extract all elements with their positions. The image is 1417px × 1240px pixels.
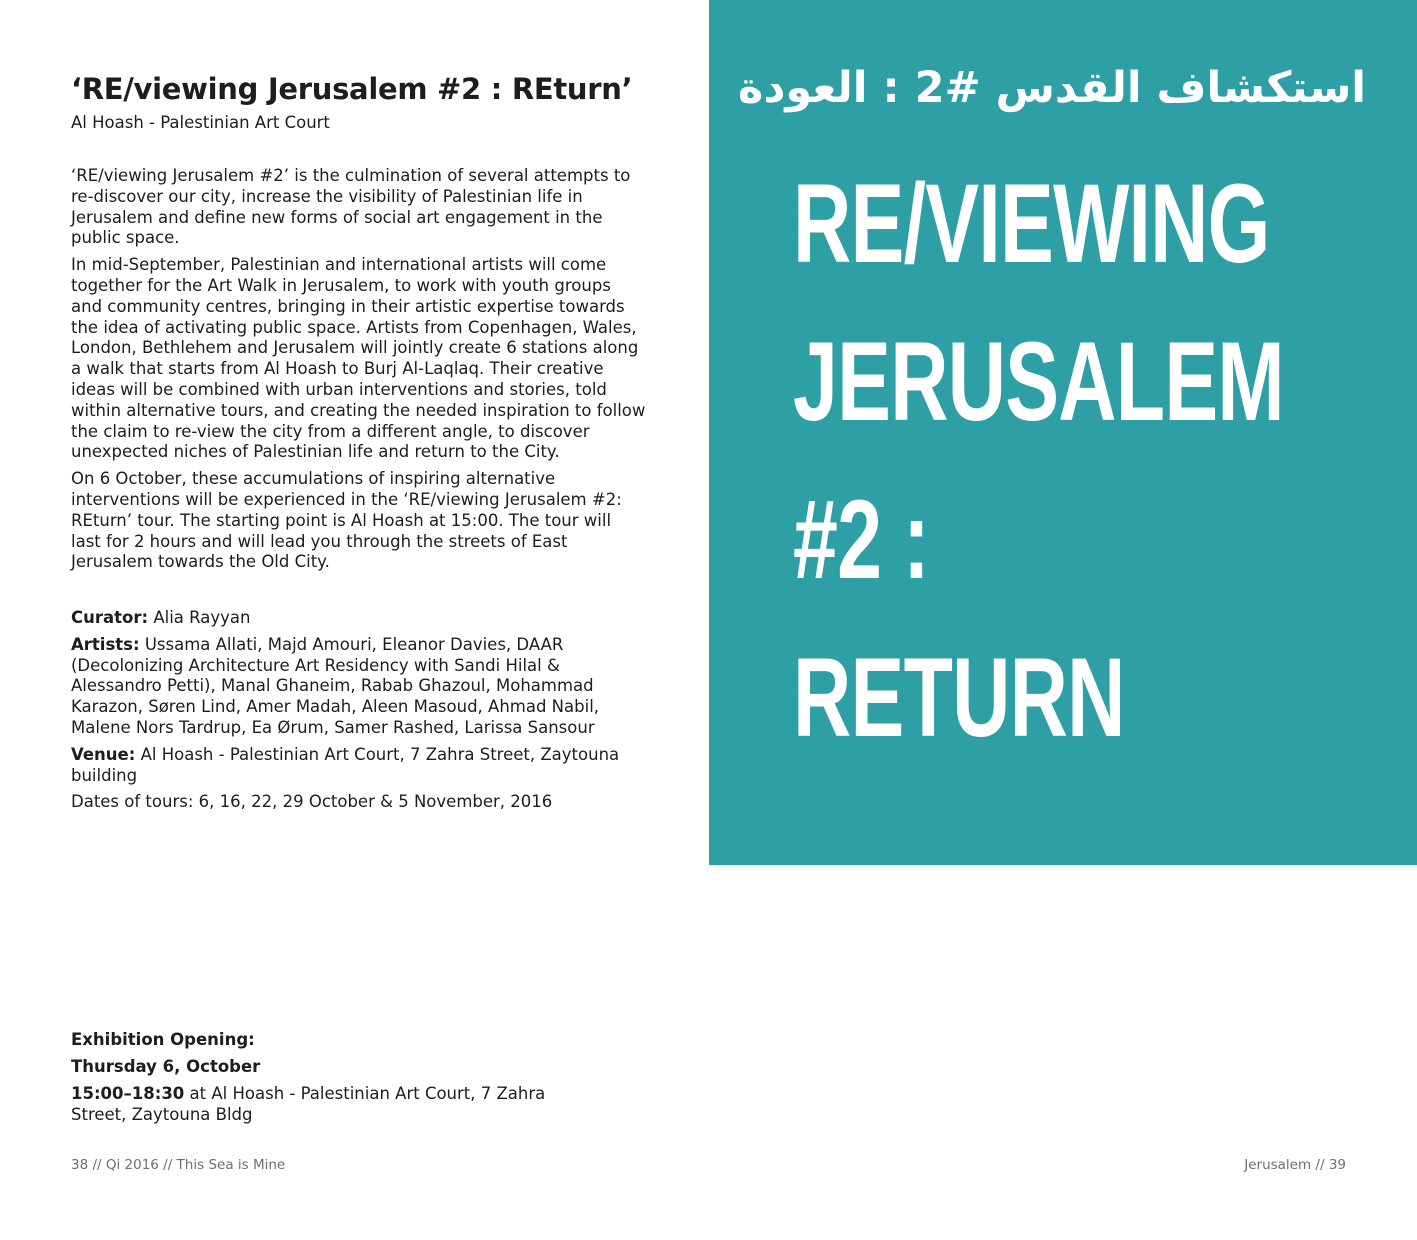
article-body — [71, 166, 646, 579]
artists-label: Artists: — [71, 634, 140, 654]
folio-left: 38 // Qi 2016 // This Sea is Mine — [71, 1157, 286, 1173]
article-subtitle: Al Hoash - Palestinian Art Court — [71, 113, 330, 132]
opening-time: 15:00–18:30 — [71, 1084, 185, 1103]
article-title: ‘RE/viewing Jerusalem #2 : REturn’ — [71, 72, 633, 106]
venue-address: Al Hoash - Palestinian Art Court, 7 Zahra Street, Zaytouna building — [71, 744, 620, 785]
tour-dates: Dates of tours: 6, 16, 22, 29 October & 5 November, 2016 — [71, 792, 553, 812]
arabic-title: استكشاف القدس #2 : العودة — [737, 63, 1366, 113]
body-paragraph: ‘RE/viewing Jerusalem #2’ is the culmination of several attempts to re-discover our city, increase the visibility of Palestinian life in Jerusalem and define new forms of social art engagement in the public space. — [71, 166, 631, 248]
opening-time-place — [71, 1083, 571, 1125]
opening-heading: Exhibition Opening: — [71, 1030, 255, 1049]
folio-right: Jerusalem // 39 — [1244, 1157, 1346, 1173]
opening-date: Thursday 6, October — [71, 1057, 261, 1076]
venue-label: Venue: — [71, 744, 136, 764]
opening-place: at Al Hoash - Palestinian Art Court, 7 Zahra Street, Zaytouna Bldg — [71, 1084, 546, 1124]
display-title-line: RE/VIEWING — [793, 161, 1270, 286]
credits-block — [71, 608, 646, 819]
venue-line — [71, 745, 646, 787]
curator-name: Alia Rayyan — [153, 608, 251, 627]
display-title — [793, 145, 1284, 777]
body-paragraph: In mid-September, Palestinian and international artists will come together for the Art Walk in Jerusalem, to work with youth groups and community centres, bringing in their artistic expertise towards the idea of activating public space. Artists from Copenhagen, Wales, London, Bethlehem and Jerusalem will jointly create 6 stations along a walk that starts from Al Hoash to Burj Al-Laqlaq. Their creative ideas will be combined with urban interventions and stories, told within alternative tours, and creating the needed inspiration to follow the claim to re-view the city from a different angle, to discover unexpected niches of Palestinian life and return to the City. — [71, 255, 646, 462]
display-title-line: #2 : — [793, 477, 930, 602]
title-panel — [709, 0, 1417, 865]
curator-line — [71, 608, 646, 629]
artists-list: Ussama Allati, Majd Amouri, Eleanor Davies, DAAR (Decolonizing Architecture Art Residency with Sandi Hilal & Alessandro Petti), Manal Ghaneim, Rabab Ghazoul, Mohammad Karazon, Søren Lind, Amer Madah, Aleen Masoud, Ahmad Nabil, Malene Nors Tardrup, Ea Ørum, Samer Rashed, Larissa Sansour — [71, 634, 600, 737]
artists-line — [71, 635, 646, 739]
display-title-line: JERUSALEM — [793, 319, 1284, 444]
curator-label: Curator: — [71, 608, 149, 627]
exhibition-opening — [71, 1029, 571, 1131]
body-paragraph: On 6 October, these accumulations of inspiring alternative interventions will be experienced in the ‘RE/viewing Jerusalem #2: REturn’ tour. The starting point is Al Hoash at 15:00. The tour will last for 2 hours and will lead you through the streets of East Jerusalem towards the Old City. — [71, 469, 622, 572]
display-title-line: RETURN — [793, 635, 1125, 760]
